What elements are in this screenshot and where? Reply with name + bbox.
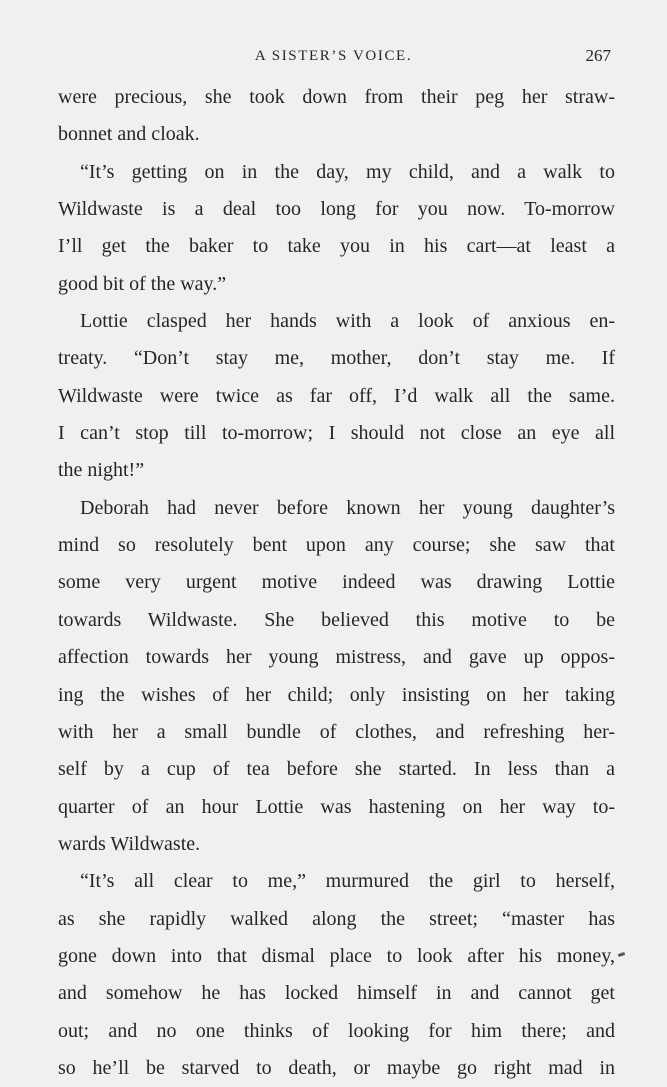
text-line: Lottie clasped her hands with a look of anxious en- [80, 310, 615, 333]
text-line: treaty. “Don’t stay me, mother, don’t stay me. If [58, 347, 615, 370]
text-line: were precious, she took down from their peg her straw- [58, 86, 615, 108]
text-line: good bit of the way.” [58, 272, 227, 295]
text-line: Deborah had never before known her young daughter’s [80, 496, 615, 519]
text-line: “It’s all clear to me,” murmured the girl to herself, [80, 870, 615, 893]
text-line: bonnet and cloak. [58, 123, 200, 146]
text-line: affection towards her young mistress, and gave up oppos- [58, 646, 615, 669]
text-line: and somehow he has locked himself in and cannot get [58, 982, 615, 1005]
text-line: as she rapidly walked along the street; “master has [58, 907, 615, 930]
text-line: ing the wishes of her child; only insisting on her taking [58, 683, 615, 706]
text-line: wards Wildwaste. [58, 832, 201, 855]
text-line: out; and no one thinks of looking for him there; and [58, 1019, 615, 1042]
text-line: I’ll get the baker to take you in his cart—at least a [58, 235, 615, 258]
text-line: the night!” [58, 459, 145, 482]
text-line: quarter of an hour Lottie was hastening on her way to- [58, 795, 615, 818]
text-line: self by a cup of tea before she started. In less than a [58, 758, 615, 781]
ink-speck [618, 952, 626, 957]
text-line: so he’ll be starved to death, or maybe go right mad in [58, 1056, 615, 1079]
chapter-title: A SISTER’S VOICE. [254, 48, 413, 64]
text-line: Wildwaste were twice as far off, I’d walk all the same. [58, 384, 615, 407]
text-line: some very urgent motive indeed was drawing Lottie [58, 571, 615, 594]
text-line: Wildwaste is a deal too long for you now. To-morrow [58, 198, 615, 221]
running-header [0, 42, 667, 70]
text-line: mind so resolutely bent upon any course; she saw that [58, 534, 615, 557]
page-number: 267 [585, 46, 611, 65]
body-text [58, 79, 615, 1087]
text-line: with her a small bundle of clothes, and refreshing her- [58, 720, 615, 743]
text-line: gone down into that dismal place to look after his money, [58, 944, 615, 967]
text-line: I can’t stop till to-morrow; I should not close an eye all [58, 422, 615, 445]
text-line: towards Wildwaste. She believed this motive to be [58, 608, 615, 631]
text-line: “It’s getting on in the day, my child, and a walk to [80, 160, 615, 183]
